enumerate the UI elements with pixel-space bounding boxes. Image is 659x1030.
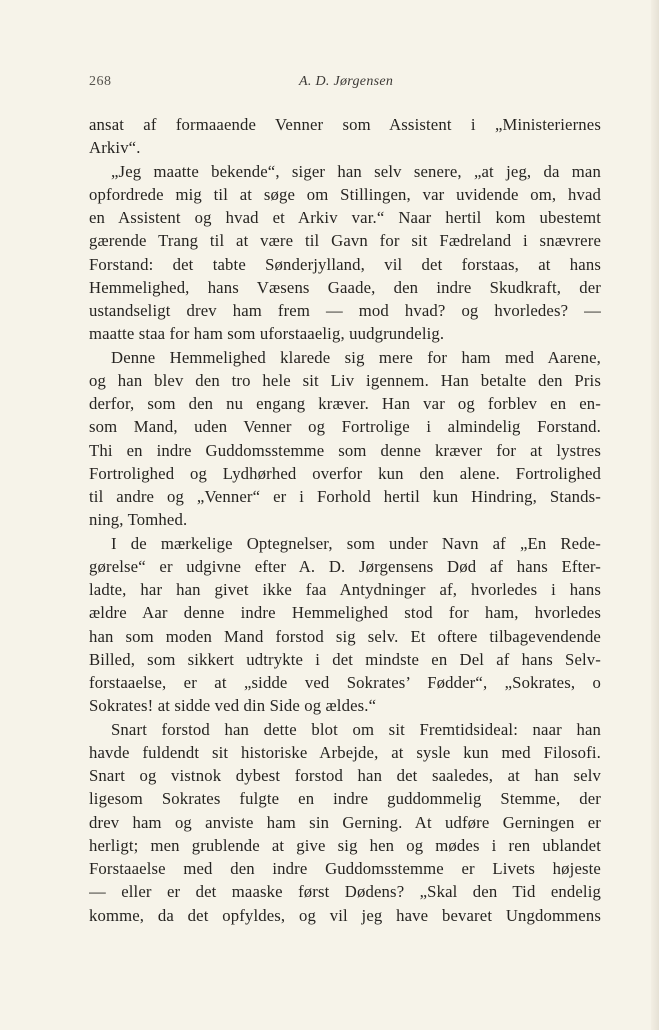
text-line: som Mand, uden Venner og Fortrolige i almindelig Forstand. [89,417,601,437]
text-line: derfor, som den nu engang kræver. Han var og forblev en en- [89,394,601,413]
text-line: han som moden Mand forstod sig selv. Et oftere tilbagevendende [89,626,601,646]
page-number: 268 [89,74,112,89]
text-line: Forstaaelse med den indre Guddomsstemme er Livets højeste [89,859,601,878]
text-line: herligt; men grublende at give sig hen og mødes i ren ublandet [89,835,601,855]
running-title: A. D. Jørgensen [299,74,394,89]
text-line: Sokrates! at sidde ved din Side og ældes.“ [89,696,377,716]
text-line: til andre og „Venner“ er i Forhold hertil kun Hindring, Stands- [89,487,601,506]
text-line: ligesom Sokrates fulgte en indre guddommelig Stemme, der [89,789,601,809]
text-line: maatte staa for ham som uforstaaelig, uudgrundelig. [89,324,445,344]
text-line: Thi en indre Guddomsstemme som denne kræver for at lystres [89,440,601,460]
text-line: forstaaelse, er at „sidde ved Sokrates’ Fødder“, „Sokrates, o [89,673,601,692]
text-line: Hemmelighed, hans Væsens Gaade, den indre Skudkraft, der [89,277,601,297]
text-line: ustandseligt drev ham frem — mod hvad? og hvorledes? — [89,301,601,320]
body-text [89,113,601,927]
text-line: I de mærkelige Optegnelser, som under Navn af „En Rede- [111,533,601,553]
page-header [89,74,601,96]
text-line: gærende Trang til at være til Gavn for sit Fædreland i snævrere [89,231,601,251]
text-line: — eller er det maaske først Dødens? „Skal den Tid endelig [89,882,601,902]
text-line: Forstand: det tabte Sønderjylland, vil det forstaas, at hans [89,254,601,274]
text-line: Arkiv“. [89,138,141,158]
text-line: ansat af formaaende Venner som Assistent i „Ministeriernes [89,115,601,134]
text-line: Billed, som sikkert udtrykte i det mindste en Del af hans Selv- [89,649,601,669]
text-line: drev ham og anviste ham sin Gerning. At udføre Gerningen er [89,812,601,832]
text-line: Snart forstod han dette blot om sit Fremtidsideal: naar han [111,719,601,739]
text-line: „Jeg maatte bekende“, siger han selv senere, „at jeg, da man [111,161,601,181]
text-line: Fortrolighed og Lydhørhed overfor kun den alene. Fortrolighed [89,463,601,483]
text-line: ning, Tomhed. [89,510,188,530]
text-line: Denne Hemmelighed klarede sig mere for ham med Aarene, [111,347,601,367]
text-line: havde fuldendt sit historiske Arbejde, at sysle kun med Filosofi. [89,742,601,762]
text-line: ladte, har han givet ikke faa Antydninger af, hvorledes i hans [89,580,601,599]
text-line: Snart og vistnok dybest forstod han det saaledes, at han selv [89,766,601,785]
text-line: ældre Aar denne indre Hemmelighed stod for ham, hvorledes [89,603,601,623]
text-line: gørelse“ er udgivne efter A. D. Jørgensens Død af hans Efter- [89,556,601,576]
text-line: opfordrede mig til at søge om Stillingen, var uvidende om, hvad [89,184,601,204]
text-line: en Assistent og hvad et Arkiv var.“ Naar hertil kom ubestemt [89,208,601,227]
text-line: og han blev den tro hele sit Liv igennem. Han betalte den Pris [89,370,601,390]
page-edge-shadow [651,0,659,1030]
text-line: komme, da det opfyldes, og vil jeg have bevaret Ungdommens [89,905,601,925]
